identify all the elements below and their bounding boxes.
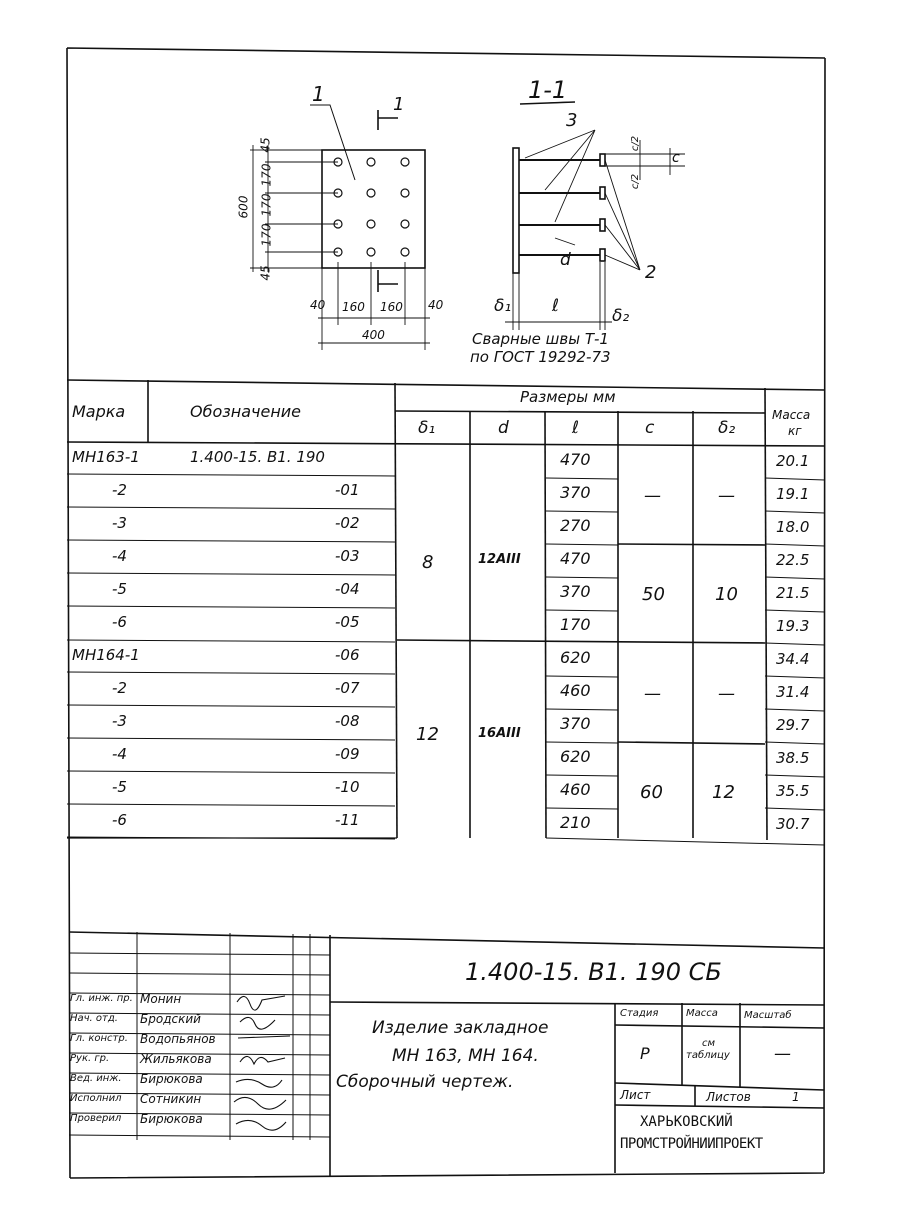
row-designation: -02 <box>335 514 360 532</box>
section-c-half-2: c/2 <box>630 173 642 190</box>
g1-c-empty: — <box>644 486 661 506</box>
header-marka: Марка <box>72 402 126 421</box>
row-length: 370 <box>560 582 591 601</box>
dim-v-170-c: 170 <box>259 223 274 247</box>
signer-name: Бирюкова <box>140 1072 203 1086</box>
signer-name: Водопьянов <box>140 1032 216 1046</box>
dim-total-width: 400 <box>362 328 385 342</box>
dim-v-170-b: 170 <box>259 193 274 217</box>
scale-value: — <box>774 1044 791 1064</box>
row-mass: 18.0 <box>776 518 810 536</box>
signer-role: Рук. гр. <box>70 1053 110 1064</box>
dim-h-160-a: 160 <box>342 300 365 314</box>
signer-role: Гл. инж. пр. <box>70 993 133 1004</box>
row-length: 620 <box>560 648 591 667</box>
row-designation: -01 <box>335 481 360 499</box>
org-name-1: ХАРЬКОВСКИЙ <box>640 1114 733 1130</box>
row-mass: 35.5 <box>776 782 810 800</box>
section-plate <box>513 148 519 273</box>
g1-delta2: 10 <box>715 584 738 605</box>
dim-h-40-left: 40 <box>310 298 326 312</box>
signer-name: Бродский <box>140 1012 201 1026</box>
dim-h-40-right: 40 <box>428 298 444 312</box>
header-c: c <box>645 418 655 438</box>
mass-label: Масса <box>686 1008 718 1019</box>
row-marka: -2 <box>112 679 127 697</box>
sheets-value: 1 <box>792 1090 800 1104</box>
mass-value-1: см <box>702 1038 716 1049</box>
sheet-label: Лист <box>620 1088 651 1102</box>
header-mass: Масса <box>772 408 811 422</box>
section-c: c <box>672 150 680 166</box>
row-mass: 20.1 <box>776 452 810 470</box>
row-designation: -05 <box>335 613 360 631</box>
section-delta1: δ₁ <box>494 296 512 316</box>
row-marka: МН163-1 <box>72 448 140 466</box>
scale-label: Масштаб <box>744 1010 792 1021</box>
header-delta1: δ₁ <box>418 418 436 438</box>
row-marka: -2 <box>112 481 127 499</box>
dim-v-45-bottom: 45 <box>258 265 273 281</box>
spec-table-lines <box>67 380 825 840</box>
weld-note-line-2: по ГОСТ 19292-73 <box>470 348 611 366</box>
section-length: ℓ <box>552 296 560 316</box>
row-marka: -6 <box>112 613 127 631</box>
row-marka: -5 <box>112 778 127 796</box>
section-delta2: δ₂ <box>612 306 630 326</box>
row-mass: 21.5 <box>776 584 810 602</box>
signer-name: Сотникин <box>140 1092 202 1106</box>
signer-role: Вед. инж. <box>70 1073 122 1084</box>
g2-c-empty: — <box>644 684 661 704</box>
org-name-2: ПРОМСТРОЙНИИПРОЕКТ <box>620 1136 763 1152</box>
signer-name: Жильякова <box>140 1052 212 1066</box>
row-designation: -08 <box>335 712 360 730</box>
plate-outline <box>322 150 425 268</box>
section-c-half-1: c/2 <box>630 135 642 152</box>
dim-v-170-a: 170 <box>259 163 274 187</box>
stud-grid <box>334 158 409 256</box>
header-d: d <box>498 418 509 438</box>
signatures <box>234 996 290 1130</box>
header-mass-unit: кг <box>788 424 802 438</box>
g1-delta2-empty: — <box>718 486 735 506</box>
mass-value-2: таблицу <box>686 1050 730 1061</box>
title-line-2: МН 163, МН 164. <box>392 1046 539 1066</box>
stage-value: Р <box>640 1044 650 1063</box>
g1-delta1: 8 <box>422 552 434 573</box>
header-designation: Обозначение <box>190 402 302 421</box>
section-callout-3: 3 <box>566 110 578 131</box>
header-dimensions: Размеры мм <box>520 388 616 406</box>
signer-role: Нач. отд. <box>70 1013 118 1024</box>
row-mass: 38.5 <box>776 749 810 767</box>
row-mass: 31.4 <box>776 683 810 701</box>
signer-role: Гл. констр. <box>70 1033 128 1044</box>
row-marka: -3 <box>112 712 127 730</box>
row-designation: -07 <box>335 679 360 697</box>
g2-c: 60 <box>640 782 663 803</box>
row-length: 370 <box>560 714 591 733</box>
row-length: 470 <box>560 549 591 568</box>
row-length: 620 <box>560 747 591 766</box>
section-diameter: d <box>560 250 571 270</box>
header-l: ℓ <box>572 418 580 438</box>
section-callout-2: 2 <box>645 262 657 283</box>
dim-h-160-b: 160 <box>380 300 403 314</box>
section-studs <box>519 160 600 255</box>
g2-delta2-empty: — <box>718 684 735 704</box>
row-length: 370 <box>560 483 591 502</box>
row-marka: -5 <box>112 580 127 598</box>
title-line-1: Изделие закладное <box>372 1018 549 1038</box>
section-mark-top: 1 <box>393 94 405 115</box>
row-length: 470 <box>560 450 591 469</box>
row-mass: 19.3 <box>776 617 810 635</box>
row-marka: -4 <box>112 745 127 763</box>
signer-name: Монин <box>140 992 182 1006</box>
g2-delta2: 12 <box>712 782 735 803</box>
plan-callout-1: 1 <box>312 82 325 106</box>
row-length: 270 <box>560 516 591 535</box>
g1-d: 12AIII <box>478 552 521 567</box>
row-designation: -06 <box>335 646 360 664</box>
row-mass: 19.1 <box>776 485 810 503</box>
signer-role: Исполнил <box>70 1093 122 1104</box>
row-mass: 22.5 <box>776 551 810 569</box>
title-line-3: Сборочный чертеж. <box>336 1072 514 1092</box>
row-designation: -11 <box>335 811 360 829</box>
row-designation: -09 <box>335 745 360 763</box>
row-mass: 34.4 <box>776 650 810 668</box>
signer-role: Проверил <box>70 1113 122 1124</box>
g2-d: 16AIII <box>478 726 521 741</box>
row-marka: -3 <box>112 514 127 532</box>
g2-delta1: 12 <box>416 724 439 745</box>
section-title: 1-1 <box>528 76 568 104</box>
row-marka: МН164-1 <box>72 646 140 664</box>
signer-name: Бирюкова <box>140 1112 203 1126</box>
stage-label: Стадия <box>620 1008 659 1019</box>
header-delta2: δ₂ <box>718 418 736 438</box>
doc-code: 1.400-15. В1. 190 СБ <box>465 958 722 986</box>
row-length: 460 <box>560 681 591 700</box>
row-length: 460 <box>560 780 591 799</box>
row-designation: -10 <box>335 778 360 796</box>
weld-note-line-1: Сварные швы Т-1 <box>472 330 609 348</box>
row-length: 210 <box>560 813 591 832</box>
row-designation: -03 <box>335 547 360 565</box>
sheets-label: Листов <box>706 1090 751 1104</box>
g1-c: 50 <box>642 584 665 605</box>
row-marka: -6 <box>112 811 127 829</box>
dim-total-height: 600 <box>236 195 251 219</box>
row-mass: 29.7 <box>776 716 810 734</box>
dim-v-45-top: 45 <box>258 137 273 153</box>
row-marka: -4 <box>112 547 127 565</box>
row-mass: 30.7 <box>776 815 810 833</box>
row-designation: 1.400-15. В1. 190 <box>190 448 325 466</box>
row-designation: -04 <box>335 580 360 598</box>
row-length: 170 <box>560 615 591 634</box>
